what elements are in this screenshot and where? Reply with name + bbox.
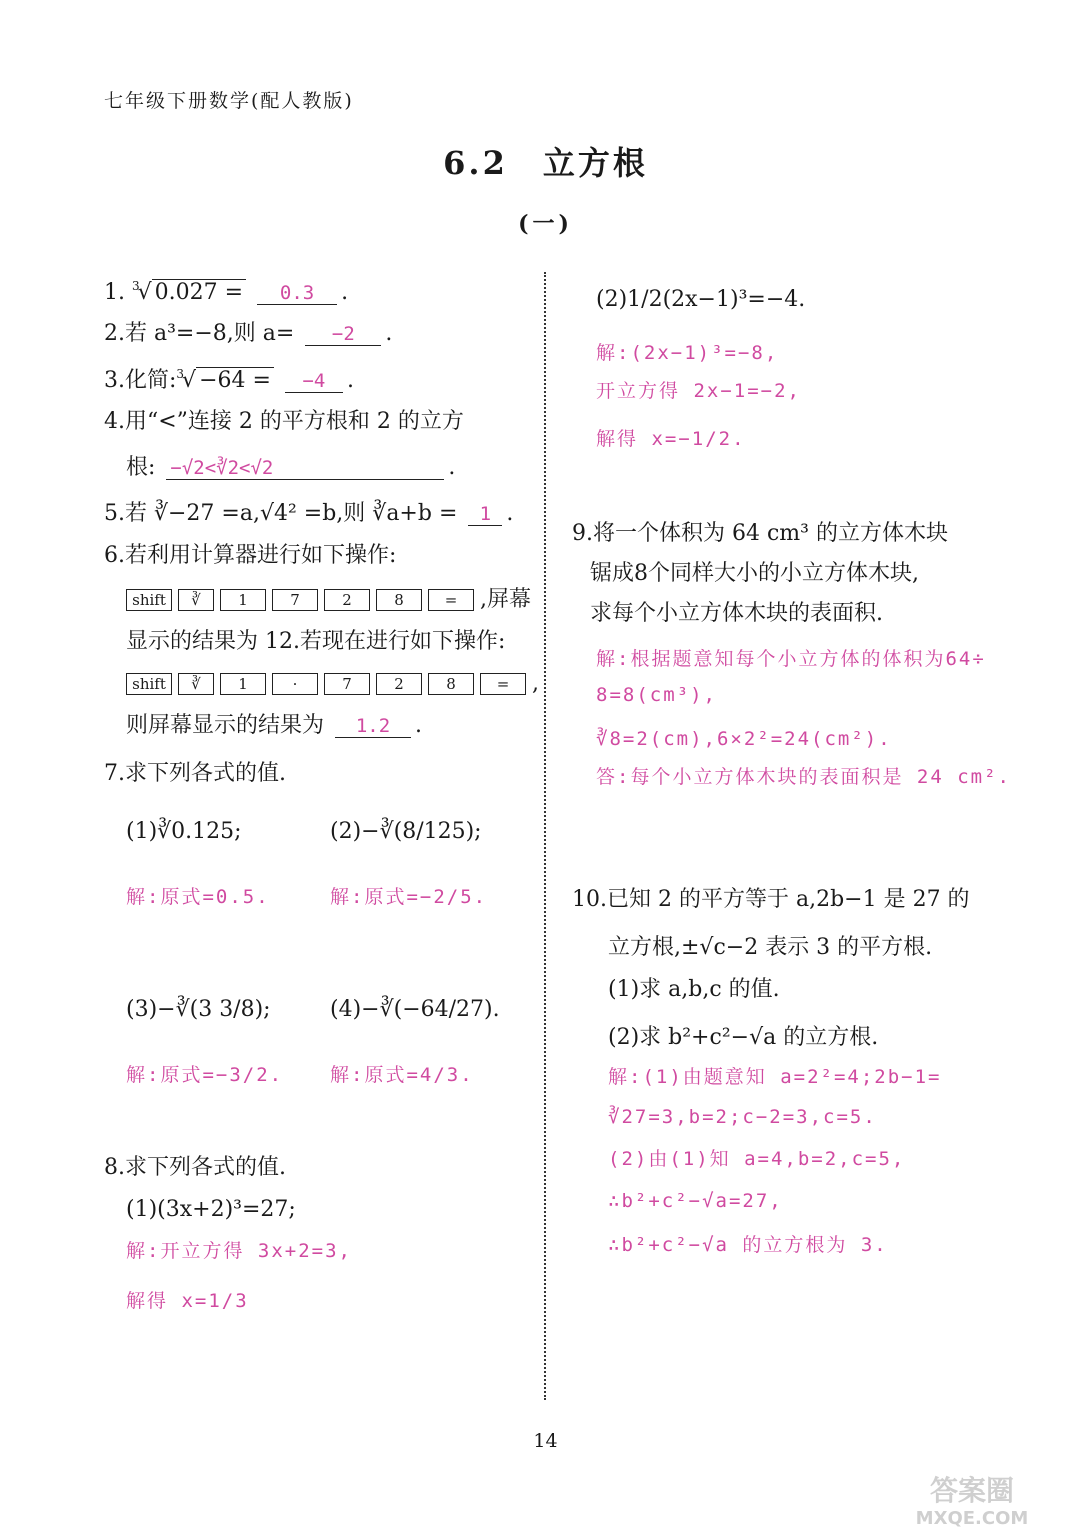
q1-answer: 0.3: [257, 282, 337, 305]
period: .: [448, 455, 456, 480]
q9-answer-line2: 8=8(cm³),: [596, 684, 717, 706]
period: .: [341, 280, 349, 305]
page-header: 七年级下册数学(配人教版): [104, 90, 354, 112]
q6-line2: 显示的结果为 12.若现在进行如下操作:: [126, 629, 506, 654]
q6-keys-row-2: [104, 670, 539, 698]
calc-key: shift: [126, 673, 172, 695]
q8-part1: (1)(3x+2)³=27;: [126, 1197, 296, 1222]
q8-answer2-line2: 开立方得 2x−1=−2,: [596, 380, 801, 402]
cube-root-index: 3: [176, 367, 185, 381]
calc-key: 1: [220, 673, 266, 695]
q10-line3: (1)求 a,b,c 的值.: [608, 977, 780, 1002]
calc-key: ·: [272, 673, 318, 695]
svg-text:答案圈: 答案圈: [929, 1474, 1015, 1507]
q6-line3-row: [104, 712, 539, 740]
q3-expression: −64 =: [196, 367, 274, 393]
q4-line2: 根:: [126, 455, 156, 480]
question-9: [572, 520, 948, 628]
q10-line4: (2)求 b²+c²−√a 的立方根.: [608, 1025, 879, 1050]
radical-sign: √: [137, 280, 152, 305]
section-subtitle: (一): [518, 211, 573, 237]
q10-answer-line4: ∴b²+c²−√a=27,: [608, 1190, 783, 1212]
calc-key: 7: [324, 673, 370, 695]
q5-text: 5.若 ∛−27 =a,√4² =b,则 ∛a+b =: [104, 501, 458, 526]
q7-answer4: 解:原式=4/3.: [330, 1064, 474, 1086]
calc-key: shift: [126, 589, 172, 611]
q9-answer-line4: 答:每个小立方体木块的表面积是 24 cm².: [596, 766, 1011, 788]
q8-answer2-line1: 解:(2x−1)³=−8,: [596, 342, 779, 364]
q8-answer1-line2: 解得 x=1/3: [126, 1290, 249, 1312]
q6-after2: ,: [532, 671, 539, 696]
q8-answer1-line1: 解:开立方得 3x+2=3,: [126, 1240, 352, 1262]
calc-key: ∛: [178, 673, 214, 695]
calc-key: 8: [428, 673, 474, 695]
q6-after1: ,屏幕: [480, 587, 531, 612]
q1-expression: 0.027 =: [152, 279, 246, 305]
svg-text:MXQE.COM: MXQE.COM: [915, 1508, 1029, 1529]
page-number: 14: [533, 1430, 558, 1452]
question-1: [104, 278, 348, 307]
q4-line1: 4.用“<”连接 2 的平方根和 2 的立方: [104, 409, 464, 434]
q7-part1: (1)∛0.125;: [126, 819, 242, 844]
q7-answer3: 解:原式=−3/2.: [126, 1064, 284, 1086]
calc-key: 8: [376, 589, 422, 611]
q4-line2-row: [104, 454, 464, 482]
question-5: [104, 500, 513, 528]
question-4: [104, 408, 464, 482]
period: .: [385, 321, 393, 346]
q9-line2: 锯成8个同样大小的小立方体木块,: [590, 561, 919, 586]
cube-root-index: 3: [132, 279, 140, 293]
question-6: [104, 542, 539, 740]
column-divider: [544, 272, 546, 1400]
calc-key: =: [480, 673, 526, 695]
q2-text: 2.若 a³=−8,则 a=: [104, 321, 295, 346]
q7-answer1: 解:原式=0.5.: [126, 886, 270, 908]
q7-part3: (3)−∛(3 3/8);: [126, 997, 271, 1022]
q10-answer-line1: 解:(1)由题意知 a=2²=4;2b−1=: [608, 1066, 942, 1088]
q10-line2: 立方根,±√c−2 表示 3 的平方根.: [608, 935, 933, 960]
period: .: [346, 368, 354, 393]
q9-answer-line3: ∛8=2(cm),6×2²=24(cm²).: [596, 728, 892, 750]
calc-key: 7: [272, 589, 318, 611]
q7-part4: (4)−∛(−64/27).: [330, 997, 500, 1022]
q9-answer-line1: 解:根据题意知每个小立方体的体积为64÷: [596, 648, 986, 670]
q7-title: 7.求下列各式的值.: [104, 761, 286, 786]
watermark-logo: [877, 1470, 1067, 1530]
q10-answer-line2: ∛27=3,b=2;c−2=3,c=5.: [608, 1106, 877, 1128]
q7-part2: (2)−∛(8/125);: [330, 819, 482, 844]
question-3: [104, 366, 354, 395]
q8-answer2-line3: 解得 x=−1/2.: [596, 428, 746, 450]
q6-line1: 6.若利用计算器进行如下操作:: [104, 543, 397, 568]
q6-keys-row-1: [104, 586, 539, 614]
period: .: [415, 713, 423, 738]
section-title: 6.2 立方根: [443, 144, 648, 182]
q9-line1: 9.将一个体积为 64 cm³ 的立方体木块: [572, 521, 948, 546]
calc-key: 2: [324, 589, 370, 611]
question-2: [104, 320, 392, 348]
q8-part2: (2)1/2(2x−1)³=−4.: [596, 287, 806, 312]
q3-text: 3.化简:: [104, 368, 177, 393]
q6-answer: 1.2: [335, 715, 411, 738]
q9-line3: 求每个小立方体木块的表面积.: [590, 601, 883, 626]
calc-key: =: [428, 589, 474, 611]
question-10: [572, 886, 970, 1052]
q4-answer: −√2<∛2<√2: [166, 457, 444, 480]
q10-line1: 10.已知 2 的平方等于 a,2b−1 是 27 的: [572, 887, 970, 912]
calc-key: 2: [376, 673, 422, 695]
radical-sign: √: [182, 368, 197, 393]
q10-answer-line3: (2)由(1)知 a=4,b=2,c=5,: [608, 1148, 906, 1170]
q3-answer: −4: [285, 370, 343, 393]
q1-number: 1.: [104, 280, 125, 305]
calc-key: 1: [220, 589, 266, 611]
calc-key: ∛: [178, 589, 214, 611]
q6-line3: 则屏幕显示的结果为: [126, 713, 325, 738]
q5-answer: 1: [468, 503, 502, 526]
period: .: [506, 501, 514, 526]
q10-answer-line5: ∴b²+c²−√a 的立方根为 3.: [608, 1234, 888, 1256]
q7-answer2: 解:原式=−2/5.: [330, 886, 488, 908]
q8-title: 8.求下列各式的值.: [104, 1155, 286, 1180]
q2-answer: −2: [305, 323, 381, 346]
